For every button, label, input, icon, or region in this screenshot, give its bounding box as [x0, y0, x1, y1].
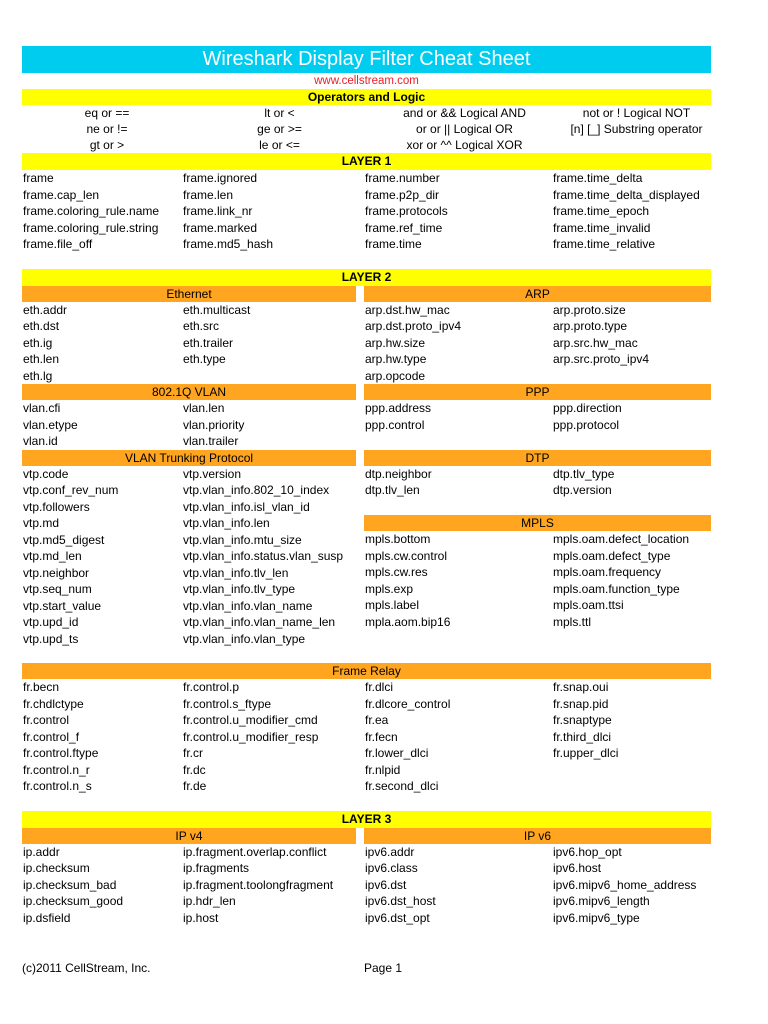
filter-field: dtp.tlv_len: [365, 483, 420, 497]
filter-field: ip.dsfield: [23, 910, 71, 925]
filter-field: arp.dst.hw_mac: [365, 302, 450, 317]
filter-field: eth.multicast: [183, 302, 251, 317]
filter-field: mpls.bottom: [365, 532, 431, 546]
layer2-vlan-ppp: [22, 384, 711, 450]
filter-field: ipv6.class: [365, 861, 418, 875]
filter-field: mpla.aom.bip16: [365, 614, 451, 629]
filter-field: ipv6.mipv6_length: [553, 894, 650, 908]
filter-field: vlan.id: [23, 434, 58, 448]
filter-field: vtp.upd_ts: [23, 631, 79, 646]
website-link[interactable]: www.cellstream.com: [314, 75, 419, 87]
filter-field: frame: [23, 171, 54, 185]
filter-field: arp.opcode: [365, 368, 426, 383]
filter-field: fr.control: [23, 713, 70, 727]
filter-field: vtp.vlan_info.tlv_type: [183, 582, 296, 596]
filter-field: eth.ig: [23, 335, 53, 350]
filter-field: fr.lower_dlci: [365, 746, 429, 760]
filter-field: vlan.len: [183, 401, 225, 415]
filter-field: mpls.cw.res: [365, 565, 428, 579]
filter-field: frame.ref_time: [365, 220, 443, 235]
framerelay-header: Frame Relay: [22, 663, 711, 679]
filter-field: frame.file_off: [23, 237, 93, 251]
filter-field: dtp.tlv_type: [553, 466, 615, 481]
filter-field: ipv6.dst_opt: [365, 910, 430, 925]
filter-field: arp.src.proto_ipv4: [553, 352, 650, 366]
layer1-table: [22, 170, 711, 253]
filter-field: ppp.control: [365, 417, 425, 432]
filter-field: ipv6.host: [553, 861, 602, 875]
framerelay-table: [22, 679, 711, 795]
filter-field: fr.nlpid: [365, 762, 401, 777]
filter-field: ipv6.hop_opt: [553, 844, 622, 859]
filter-field: fr.snaptype: [553, 713, 612, 727]
operator-cell: ge or >=: [257, 122, 302, 136]
filter-field: fr.chdlctype: [23, 696, 84, 711]
filter-field: vtp.upd_id: [23, 615, 79, 629]
filter-field: frame.time_epoch: [553, 204, 650, 218]
filter-field: ip.checksum_bad: [23, 877, 117, 892]
filter-field: ipv6.mipv6_home_address: [553, 877, 697, 892]
filter-field: frame.protocols: [365, 204, 448, 218]
filter-field: [552, 368, 711, 385]
filter-field: frame.coloring_rule.name: [23, 204, 160, 218]
filter-field: vlan.trailer: [183, 434, 239, 448]
filter-field: mpls.ttl: [553, 614, 592, 629]
filter-field: arp.proto.size: [553, 302, 626, 317]
filter-field: frame.time_relative: [553, 237, 656, 251]
page-title: Wireshark Display Filter Cheat Sheet: [22, 46, 711, 73]
layer2-vtp-dtp-mpls: [22, 450, 711, 648]
filter-field: arp.hw.size: [365, 335, 426, 350]
filter-field: fr.second_dlci: [365, 779, 439, 793]
mpls-header: MPLS: [364, 515, 711, 531]
filter-field: [182, 368, 364, 385]
operator-cell: [n] [_] Substring operator: [570, 122, 703, 136]
filter-field: vtp.version: [183, 466, 242, 481]
operator-cell: and or && Logical AND: [403, 106, 526, 120]
filter-field: mpls.label: [365, 598, 420, 612]
filter-field: ppp.protocol: [553, 417, 620, 432]
filter-field: ipv6.mipv6_type: [553, 910, 640, 925]
ipv4-table: [22, 844, 356, 927]
ppp-header: PPP: [364, 384, 711, 400]
filter-field: mpls.oam.frequency: [553, 565, 662, 579]
filter-field: fr.dlci: [365, 680, 394, 694]
filter-field: [552, 762, 711, 779]
filter-field: fr.fecn: [365, 729, 398, 744]
filter-field: arp.src.hw_mac: [553, 335, 638, 350]
operator-cell: xor or ^^ Logical XOR: [406, 138, 523, 152]
operators-header: Operators and Logic: [22, 89, 711, 105]
operator-cell: [562, 137, 711, 153]
filter-field: ipv6.addr: [365, 844, 415, 859]
arp-table: [364, 302, 711, 385]
filter-field: frame.time_delta_displayed: [553, 187, 700, 202]
filter-field: vtp.vlan_info.vlan_name_len: [183, 615, 336, 629]
filter-field: arp.proto.type: [553, 319, 628, 333]
filter-field: vtp.vlan_info.mtu_size: [183, 532, 302, 547]
ethernet-header: Ethernet: [22, 286, 356, 302]
filter-field: vtp.code: [23, 466, 69, 481]
filter-field: fr.control.n_s: [23, 779, 92, 793]
filter-field: vtp.md5_digest: [23, 532, 105, 547]
filter-field: eth.lg: [23, 368, 53, 383]
filter-field: fr.control.ftype: [23, 746, 99, 760]
filter-field: vtp.vlan_info.tlv_len: [183, 565, 289, 580]
operators-table: [22, 105, 711, 153]
filter-field: vtp.neighbor: [23, 565, 90, 580]
filter-field: vtp.followers: [23, 499, 90, 514]
filter-field: vlan.priority: [183, 417, 245, 432]
operator-cell: not or ! Logical NOT: [582, 106, 691, 120]
filter-field: mpls.exp: [365, 581, 414, 596]
filter-field: frame.p2p_dir: [365, 187, 440, 202]
ipv6-header: IP v6: [364, 828, 711, 844]
filter-field: frame.cap_len: [23, 187, 100, 202]
filter-field: ipv6.dst_host: [365, 894, 436, 908]
filter-field: frame.len: [183, 187, 234, 202]
filter-field: fr.upper_dlci: [553, 746, 619, 760]
filter-field: ip.checksum: [23, 861, 90, 875]
filter-field: ipv6.dst: [365, 877, 407, 892]
filter-field: ip.addr: [23, 844, 60, 859]
layer1-header: LAYER 1: [22, 153, 711, 170]
filter-field: fr.control.p: [183, 680, 240, 694]
filter-field: vtp.vlan_info.status.vlan_susp: [183, 549, 344, 563]
filter-field: vtp.vlan_info.vlan_name: [183, 598, 313, 613]
layer3-ip: [22, 828, 711, 927]
filter-field: fr.control.u_modifier_cmd: [183, 713, 318, 727]
page-number: Page 1: [364, 961, 403, 975]
filter-field: eth.src: [183, 319, 220, 333]
filter-field: vtp.md: [23, 516, 60, 530]
filter-field: dtp.neighbor: [365, 466, 432, 481]
ipv6-table: [364, 844, 711, 927]
filter-field: ppp.direction: [553, 401, 622, 415]
layer2-ethernet-arp: [22, 286, 711, 385]
filter-field: vtp.vlan_info.802_10_index: [183, 483, 330, 497]
filter-field: arp.hw.type: [365, 352, 427, 366]
filter-field: fr.control.s_ftype: [183, 696, 272, 711]
layer2-header: LAYER 2: [22, 269, 711, 286]
filter-field: vlan.etype: [23, 417, 78, 432]
filter-field: eth.len: [23, 352, 60, 366]
filter-field: fr.dc: [183, 762, 206, 777]
filter-field: mpls.oam.ttsi: [553, 598, 624, 612]
filter-field: ip.host: [183, 910, 219, 925]
filter-field: vtp.vlan_info.isl_vlan_id: [183, 499, 310, 514]
copyright-text: (c)2011 CellStream, Inc.: [22, 961, 151, 975]
filter-field: vtp.vlan_info.vlan_type: [183, 631, 306, 646]
filter-field: fr.cr: [183, 746, 203, 760]
filter-field: frame.time_delta: [553, 171, 643, 185]
filter-field: vlan.cfi: [23, 401, 61, 415]
operator-cell: or or || Logical OR: [416, 122, 513, 136]
filter-field: vtp.start_value: [23, 598, 102, 613]
vtp-table: [22, 466, 356, 648]
filter-field: eth.type: [183, 352, 226, 366]
filter-field: fr.ea: [365, 713, 389, 727]
filter-field: frame.ignored: [183, 171, 258, 185]
filter-field: fr.snap.oui: [553, 680, 609, 694]
filter-field: [552, 778, 711, 795]
vtp-header: VLAN Trunking Protocol: [22, 450, 356, 466]
filter-field: eth.addr: [23, 302, 68, 317]
filter-field: ip.hdr_len: [183, 894, 236, 908]
filter-field: dtp.version: [553, 483, 612, 497]
filter-field: ip.fragment.toolongfragment: [183, 877, 334, 892]
filter-field: frame.number: [365, 171, 440, 185]
filter-field: [364, 433, 552, 450]
filter-field: fr.third_dlci: [553, 729, 612, 744]
filter-field: eth.trailer: [183, 335, 234, 350]
filter-field: arp.dst.proto_ipv4: [365, 319, 462, 333]
filter-field: [552, 433, 711, 450]
filter-field: mpls.oam.defect_location: [553, 532, 690, 546]
filter-field: vtp.vlan_info.len: [183, 516, 270, 530]
filter-field: vtp.conf_rev_num: [23, 483, 119, 497]
filter-field: vtp.md_len: [23, 549, 82, 563]
operator-cell: lt or <: [264, 106, 295, 120]
filter-field: ip.fragments: [183, 861, 250, 875]
filter-field: mpls.cw.control: [365, 548, 448, 563]
filter-field: fr.control_f: [23, 729, 80, 744]
filter-field: mpls.oam.function_type: [553, 581, 680, 596]
mpls-table: [364, 531, 711, 630]
filter-field: fr.dlcore_control: [365, 696, 451, 711]
filter-field: fr.control.u_modifier_resp: [183, 729, 319, 744]
ethernet-table: [22, 302, 356, 385]
operator-cell: eq or ==: [84, 106, 130, 120]
filter-field: fr.becn: [23, 680, 60, 694]
filter-field: fr.snap.pid: [553, 696, 609, 711]
vlan-table: [22, 400, 356, 450]
filter-field: vtp.seq_num: [23, 582, 92, 596]
filter-field: frame.marked: [183, 220, 258, 235]
filter-field: frame.md5_hash: [183, 237, 274, 251]
operator-cell: ne or !=: [86, 122, 128, 136]
arp-header: ARP: [364, 286, 711, 302]
filter-field: mpls.oam.defect_type: [553, 548, 671, 563]
filter-field: frame.time: [365, 237, 422, 251]
dtp-header: DTP: [364, 450, 711, 466]
ipv4-header: IP v4: [22, 828, 356, 844]
filter-field: frame.link_nr: [183, 204, 253, 218]
layer3-header: LAYER 3: [22, 811, 711, 828]
filter-field: ip.fragment.overlap.conflict: [183, 844, 327, 859]
filter-field: fr.control.n_r: [23, 762, 90, 777]
filter-field: ppp.address: [365, 401, 432, 415]
vlan-header: 802.1Q VLAN: [22, 384, 356, 400]
cheat-sheet: [22, 46, 711, 926]
operator-cell: le or <=: [259, 138, 300, 152]
filter-field: frame.time_invalid: [553, 220, 651, 235]
dtp-table: [364, 466, 711, 499]
ppp-table: [364, 400, 711, 450]
filter-field: frame.coloring_rule.string: [23, 220, 159, 235]
filter-field: fr.de: [183, 779, 207, 793]
operator-cell: gt or >: [89, 138, 125, 152]
filter-field: ip.checksum_good: [23, 894, 124, 908]
filter-field: eth.dst: [23, 319, 60, 333]
